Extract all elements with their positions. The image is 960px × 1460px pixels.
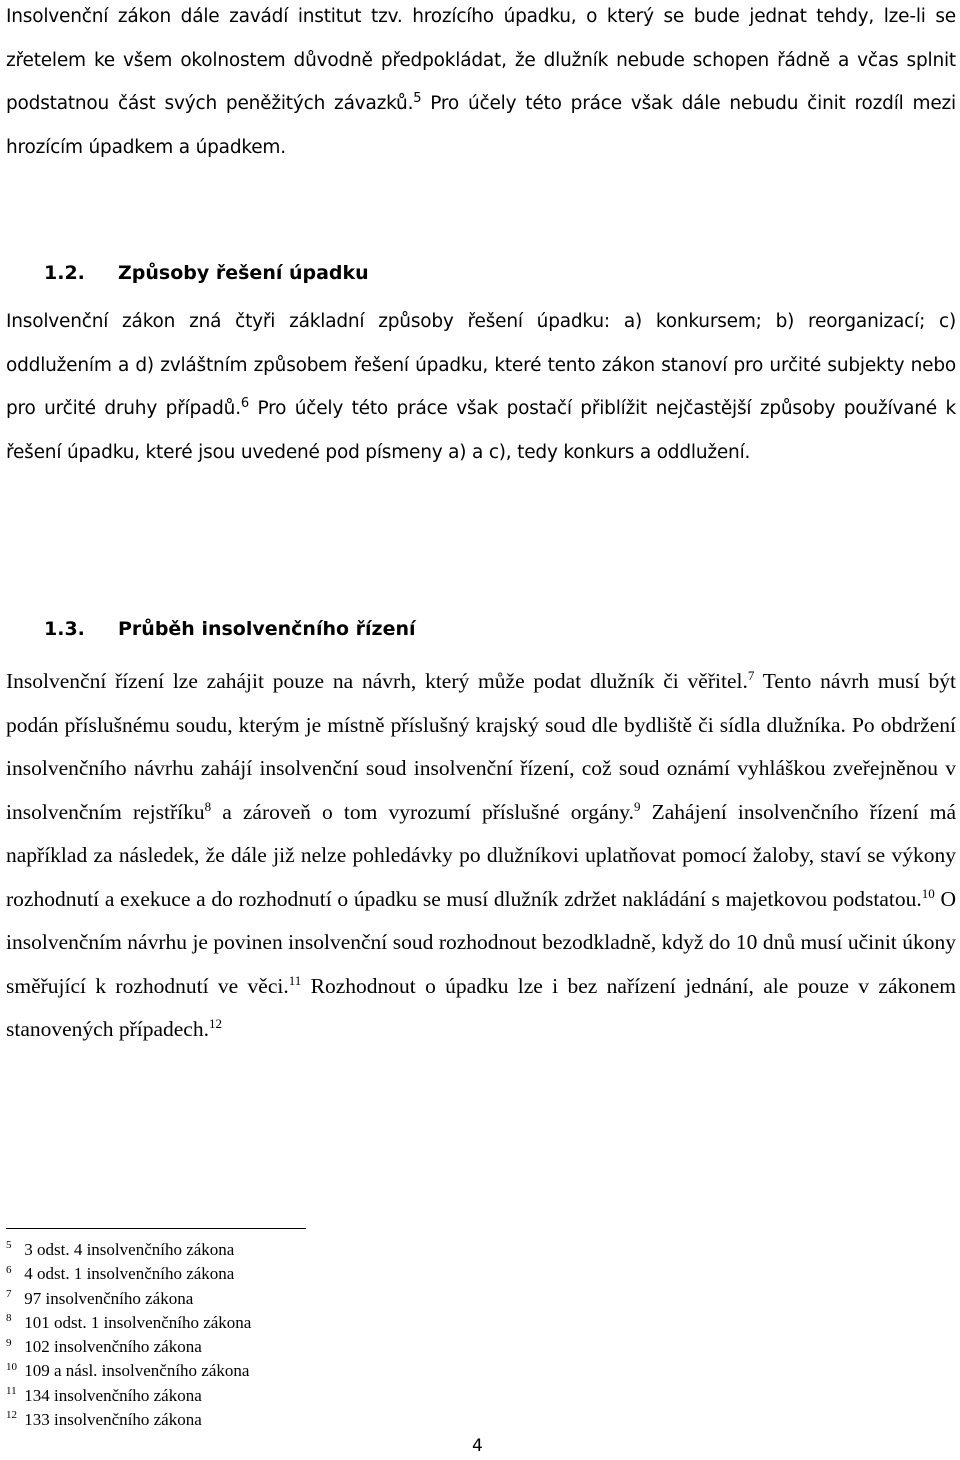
section-title: Průběh insolvenčního řízení — [118, 618, 416, 640]
footnote-ref-5[interactable]: 5 — [413, 90, 422, 106]
footnote-item: $^{10}$ 109 a násl. insolvenčního zákona — [6, 1360, 250, 1381]
paragraph-text: Insolvenční řízení lze zahájit pouze na návrh, který může podat dlužník či věřitel. — [6, 669, 748, 693]
paragraph-zpusoby-reseni — [6, 300, 956, 474]
footnote-item: $^6$ 4 odst. 1 insolvenčního zákona — [6, 1263, 235, 1284]
footnote-text: 97 insolvenčního zákona — [20, 1288, 194, 1308]
paragraph-text: O insolvenčním návrhu je povinen insolvenční soud rozhodnout bezodkladně, když do 10 dnů musí učinit úkony směřující k rozhodnutí ve věci. — [6, 886, 956, 998]
footnote-item: $^9$ 102 insolvenčního zákona — [6, 1336, 202, 1357]
section-number: 1.2. — [44, 262, 85, 284]
footnote-ref-10[interactable]: 10 — [921, 885, 935, 901]
footnote-text: 133 insolvenčního zákona — [20, 1410, 202, 1430]
section-heading-1-2 — [44, 262, 369, 284]
paragraph-text: Zahájení insolvenčního řízení má například za následek, že dále již nelze pohledávky po dlužníkovi uplatňovat pomocí žaloby, staví se výkony rozhodnutí a exekuce a do rozhodnutí o úpadku se musí dlužník zdržet nakládání s majetkovou podstatou. — [6, 799, 956, 911]
paragraph-prubeh-rizeni — [6, 660, 956, 1052]
footnote-ref-6[interactable]: 6 — [240, 395, 249, 411]
footnote-item: $^{12}$ 133 insolvenčního zákona — [6, 1409, 202, 1430]
paragraph-text: Po obdržení insolvenčního návrhu zahájí insolvenční soud insolvenční řízení, což soud oznámí vyhláškou zveřejněnou v insolvenčním rejstříku — [6, 712, 956, 824]
footnote-text: 109 a násl. insolvenčního zákona — [20, 1361, 250, 1381]
footnote-ref-11[interactable]: 11 — [288, 972, 302, 988]
footnote-ref-8[interactable]: 8 — [204, 798, 212, 814]
footnote-text: 101 odst. 1 insolvenčního zákona — [20, 1312, 252, 1332]
paragraph-text: a zároveň o tom vyrozumí příslušné orgány. — [211, 799, 634, 824]
footnote-item: $^7$ 97 insolvenčního zákona — [6, 1287, 194, 1308]
footnote-text: 3 odst. 4 insolvenčního zákona — [20, 1240, 235, 1259]
footnote-ref-9[interactable]: 9 — [634, 798, 641, 814]
paragraph-text: Tento návrh musí být podán příslušnému soudu, kterým je místně příslušný krajský soud dle bydliště či sídla dlužníka. — [6, 669, 956, 737]
paragraph-text: Insolvenční zákon zná čtyři základní způsoby řešení úpadku: a) konkursem; b) reorganizací; c) oddlužením a d) zvláštním způsobem řešení úpadku, které tento zákon stanoví pro určité subjekty nebo pro určité druhy případů. — [6, 311, 956, 419]
footnote-text: 102 insolvenčního zákona — [20, 1337, 202, 1357]
section-heading-1-3 — [44, 618, 416, 640]
paragraph-text: Insolvenční zákon dále zavádí institut tzv. hrozícího úpadku, o který se bude jednat tehdy, lze-li se zřetelem ke všem okolnostem důvodně předpokládat, že dlužník nebude schopen řádně a včas splnit podstatnou část svých peněžitých závazků. — [6, 6, 956, 114]
section-title: Způsoby řešení úpadku — [118, 262, 369, 284]
footnotes — [6, 1238, 606, 1432]
footnote-item: $^{11}$ 134 insolvenčního zákona — [6, 1385, 202, 1405]
footnote-text: 134 insolvenčního zákona — [20, 1385, 202, 1405]
paragraph-hrozici-upadek — [6, 0, 956, 169]
footnote-item: $^5$ 3 odst. 4 insolvenčního zákona — [6, 1239, 235, 1259]
footnote-ref-7[interactable]: 7 — [747, 667, 755, 683]
footnote-item: $^8$ 101 odst. 1 insolvenčního zákona — [6, 1312, 252, 1332]
section-number: 1.3. — [44, 618, 85, 640]
footnote-separator — [6, 1228, 306, 1229]
page-number: 4 — [472, 1436, 483, 1456]
paragraph-text: Rozhodnout o úpadku lze i bez nařízení jednání, ale pouze v zákonem stanovených případech. — [6, 973, 957, 1041]
footnote-text: 4 odst. 1 insolvenčního zákona — [20, 1264, 235, 1284]
paragraph-text: Pro účely této práce však postačí přiblížit nejčastější způsoby používané k řešení úpadku, které jsou uvedené pod písmeny a) a c), tedy konkurs a oddlužení. — [6, 398, 956, 463]
footnote-ref-12[interactable]: 12 — [208, 1015, 222, 1031]
paragraph-text: Pro účely této práce však dále nebudu činit rozdíl mezi hrozícím úpadkem a úpadkem. — [6, 93, 956, 158]
